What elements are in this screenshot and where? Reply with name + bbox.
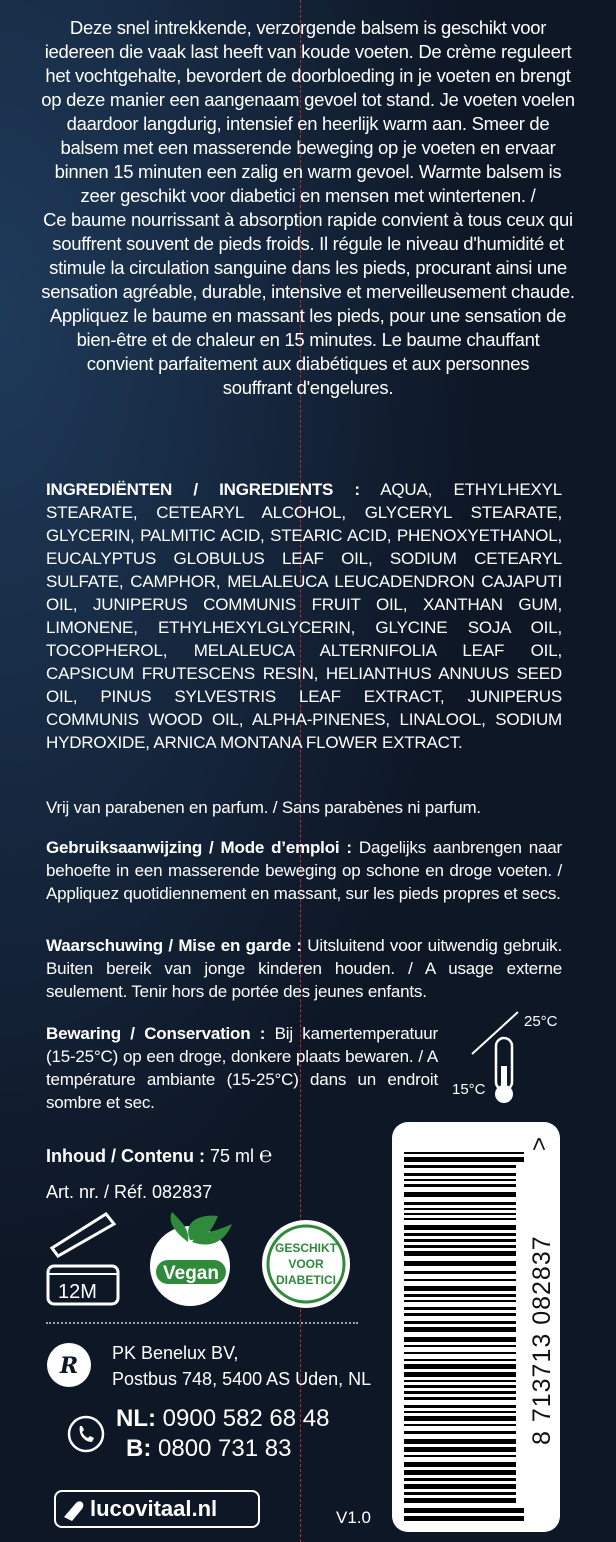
intro-line: daardoor langdurig, intensief en heerlijk warm aan. Smeer de [66, 113, 550, 134]
intro-line: bien-être et de chaleur en 15 minutes. Le baume chauffant [76, 329, 540, 350]
website: lucovitaal.nl [90, 1496, 218, 1521]
vegan-label: Vegan [163, 1263, 219, 1284]
intro-line: Appliquez le baume en massant les pieds, pour une sensation de [49, 305, 567, 326]
thermometer-max: 25°C [524, 1013, 558, 1030]
intro-text [40, 16, 576, 400]
intro-line: binnen 15 minuten een zalig en warm gevoel. Warmte balsem is [54, 161, 562, 182]
estimate-mark: ℮ [259, 1142, 273, 1167]
website-logo [54, 1490, 260, 1528]
intro-line: op deze manier een aangenaam gevoel tot stand. Je voeten voelen [41, 89, 575, 110]
barcode-digits: 8 713713 082837 [528, 1235, 556, 1445]
pk-logo-icon [44, 1340, 94, 1395]
open-jar-icon [44, 1210, 128, 1315]
diabetic-line-2: VOOR [288, 1257, 324, 1271]
usage-text: Dagelijks aanbrengen naar behoefte in een masserende beweging op schone en droge voeten. / Appliquez quotidiennement en massant, sur les pieds propres et secs. [46, 838, 562, 903]
intro-line: convient parfaitement aux diabétiques et aux personnes [86, 353, 530, 374]
vegan-badge [142, 1210, 242, 1315]
intro-line: Ce baume nourrissant à absorption rapide convient à tous ceux qui [43, 209, 573, 230]
phone-nl: 0900 582 68 48 [162, 1405, 330, 1432]
storage-text: Bij kamertemperatuur (15-25°C) op een droge, donkere plaats bewaren. / A température ambiante (15-25°C) dans un endroit sombre et sec. [46, 1024, 438, 1112]
barcode-arrow: > [526, 1137, 553, 1152]
phone-nl-label: NL: [116, 1405, 156, 1432]
phone-numbers [116, 1404, 329, 1464]
intro-line: stimule la circulation sanguine dans les pieds, procurant ainsi une [49, 257, 567, 278]
warning-text: Uitsluitend voor uitwendig gebruik. Buiten bereik van jonge kinderen houden. / A usage externe seulement. Tenir hors de portée des jeunes enfants. [46, 936, 562, 1001]
usage-label: Gebruiksaanwijzing / Mode d’emploi : [46, 838, 352, 857]
svg-text:R: R [59, 1353, 79, 1379]
warning-label: Waarschuwing / Mise en garde : [46, 936, 302, 955]
company-street: Postbus 748, 5400 AS Uden, NL [112, 1369, 372, 1389]
free-of-text: Vrij van parabenen en parfum. / Sans parabènes ni parfum. [46, 798, 481, 817]
phone-b-label: B: [126, 1435, 152, 1462]
phone-icon [66, 1414, 106, 1459]
ingredients-block [46, 478, 562, 754]
ingredients-label: INGREDIËNTEN / INGREDIENTS : [46, 480, 360, 499]
article-number: Art. nr. / Réf. 082837 [46, 1182, 213, 1202]
pao-label: 12M [58, 1281, 97, 1303]
storage-block [46, 1022, 438, 1114]
intro-line: zeer geschikt voor diabetici en mensen met wintertenen. / [80, 185, 536, 206]
diabetic-line-1: GESCHIKT [274, 1241, 338, 1255]
diabetic-line-3: DIABETICI [276, 1273, 336, 1287]
intro-line: het vochtgehalte, bevordert de doorbloeding in je voeten en brengt [45, 65, 571, 86]
intro-line: souffrent souvent de pieds froids. Il régule le niveau d'humidité et [52, 233, 564, 254]
intro-line: balsem met een masserende beweging op je voeten en ervaar [60, 137, 556, 158]
company-name: PK Benelux BV, [112, 1343, 239, 1363]
ingredients-text: AQUA, ETHYLHEXYL STEARATE, CETEARYL ALCOHOL, GLYCERYL STEARATE, GLYCERIN, PALMITIC ACID, STEARIC ACID, PHENOXYETHANOL, EUCALYPTUS GLOBULUS LEAF OIL, SODIUM CETEARYL SULFATE, CAMPHOR, MELALEUCA LEUCADENDRON CAJAPUTI OIL, JUNIPERUS COMMUNIS FRUIT OIL, XANTHAN GUM, LIMONENE, ETHYLHEXYLGLYCERIN, GLYCINE SOJA OIL, TOCOPHEROL, MELALEUCA ALTERNIFOLIA LEAF OIL, CAPSICUM FRUTESCENS RESIN, HELIANTHUS ANNUUS SEED OIL, PINUS SYLVESTRIS LEAF EXTRACT, JUNIPERUS COMMUNIS WOOD OIL, ALPHA-PINENES, LINALOOL, SODIUM HYDROXIDE, ARNICA MONTANA FLOWER EXTRACT. [46, 480, 562, 752]
content-line [46, 1142, 272, 1168]
foot-icon [60, 1495, 88, 1523]
intro-line: sensation agréable, durable, intensive et merveilleusement chaude. [41, 281, 575, 302]
intro-line: souffrant d'engelures. [222, 377, 394, 398]
intro-line: Deze snel intrekkende, verzorgende balsem is geschikt voor [69, 17, 547, 38]
warning-block [46, 934, 562, 1003]
usage-block [46, 836, 562, 905]
thermometer-min: 15°C [452, 1081, 486, 1098]
diabetic-badge [258, 1216, 358, 1317]
content-value: 75 ml [209, 1146, 254, 1166]
company-address [112, 1340, 371, 1392]
phone-b: 0800 731 83 [158, 1435, 292, 1462]
version: V1.0 [336, 1508, 371, 1527]
storage-label: Bewaring / Conservation : [46, 1024, 266, 1043]
divider [46, 1322, 358, 1324]
thermometer-icon [450, 1010, 570, 1110]
intro-line: iedereen die vaak last heeft van koude voeten. De crème reguleert [44, 41, 572, 62]
content-label: Inhoud / Contenu : [46, 1146, 205, 1166]
